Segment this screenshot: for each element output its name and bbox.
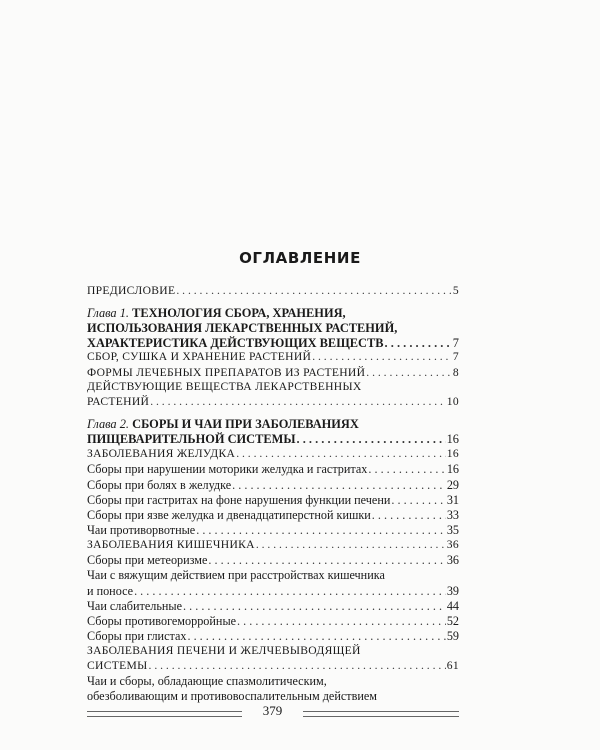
- toc-entry: ДЕЙСТВУЮЩИЕ ВЕЩЕСТВА ЛЕКАРСТВЕННЫХ: [87, 380, 362, 393]
- toc-entry-preface: ПРЕДИСЛОВИЕ . . . 5: [87, 283, 459, 299]
- toc-entry: Сборы при язве желудка и двенадцатиперстной кишки . . . 33: [87, 507, 459, 523]
- footer-rule-right: [303, 711, 459, 717]
- toc-chapter-2-line-2: ПИЩЕВАРИТЕЛЬНОЙ СИСТЕМЫ . . . 16: [87, 431, 459, 447]
- toc-entry: Сборы при метеоризме . . . 36: [87, 552, 459, 568]
- toc-chapter-1-line-2: ИСПОЛЬЗОВАНИЯ ЛЕКАРСТВЕННЫХ РАСТЕНИЙ,: [87, 321, 398, 335]
- toc-entry: Сборы при нарушении моторики желудка и гастритах . . . 16: [87, 461, 459, 477]
- toc-entry: обезболивающим и противовоспалительным действием: [87, 689, 377, 703]
- toc-chapter-2-line-1: Глава 2. СБОРЫ И ЧАИ ПРИ ЗАБОЛЕВАНИЯХ: [87, 417, 359, 431]
- toc-entry: ЗАБОЛЕВАНИЯ КИШЕЧНИКА . . . 36: [87, 537, 459, 553]
- toc-entry: Сборы при гастритах на фоне нарушения функции печени . . . 31: [87, 492, 459, 508]
- toc-entry: Сборы противогеморройные . . . 52: [87, 613, 459, 629]
- toc-entry: СБОР, СУШКА И ХРАНЕНИЕ РАСТЕНИЙ . . . 7: [87, 349, 459, 365]
- footer-rule-left: [87, 711, 242, 717]
- toc-entry: Чаи с вяжущим действием при расстройствах кишечника: [87, 568, 385, 582]
- toc-entry: ФОРМЫ ЛЕЧЕБНЫХ ПРЕПАРАТОВ ИЗ РАСТЕНИЙ . . . 8: [87, 365, 459, 381]
- page-number: 379: [262, 703, 283, 718]
- toc-entry: РАСТЕНИЙ . . . 10: [87, 394, 459, 410]
- page-title: ОГЛАВЛЕНИЕ: [239, 249, 361, 267]
- chapter-label: Глава 2.: [87, 417, 130, 431]
- toc-entry: Сборы при глистах . . . 59: [87, 628, 459, 644]
- toc-entry: и поносе . . . 39: [87, 583, 459, 599]
- toc-entry: Чаи противорвотные . . . 35: [87, 522, 459, 538]
- toc-entry: ЗАБОЛЕВАНИЯ ПЕЧЕНИ И ЖЕЛЧЕВЫВОДЯЩЕЙ: [87, 644, 361, 657]
- toc-chapter-1-line-3: ХАРАКТЕРИСТИКА ДЕЙСТВУЮЩИХ ВЕЩЕСТВ . . . 7: [87, 335, 459, 351]
- toc-entry: ЗАБОЛЕВАНИЯ ЖЕЛУДКА . . . 16: [87, 446, 459, 462]
- toc-entry: Чаи слабительные . . . 44: [87, 598, 459, 614]
- toc-entry: СИСТЕМЫ . . . 61: [87, 658, 459, 674]
- toc-chapter-1-line-1: Глава 1. ТЕХНОЛОГИЯ СБОРА, ХРАНЕНИЯ,: [87, 306, 346, 320]
- toc-entry: Чаи и сборы, обладающие спазмолитическим,: [87, 674, 327, 688]
- chapter-label: Глава 1.: [87, 306, 130, 320]
- toc-entry: Сборы при болях в желудке . . . 29: [87, 477, 459, 493]
